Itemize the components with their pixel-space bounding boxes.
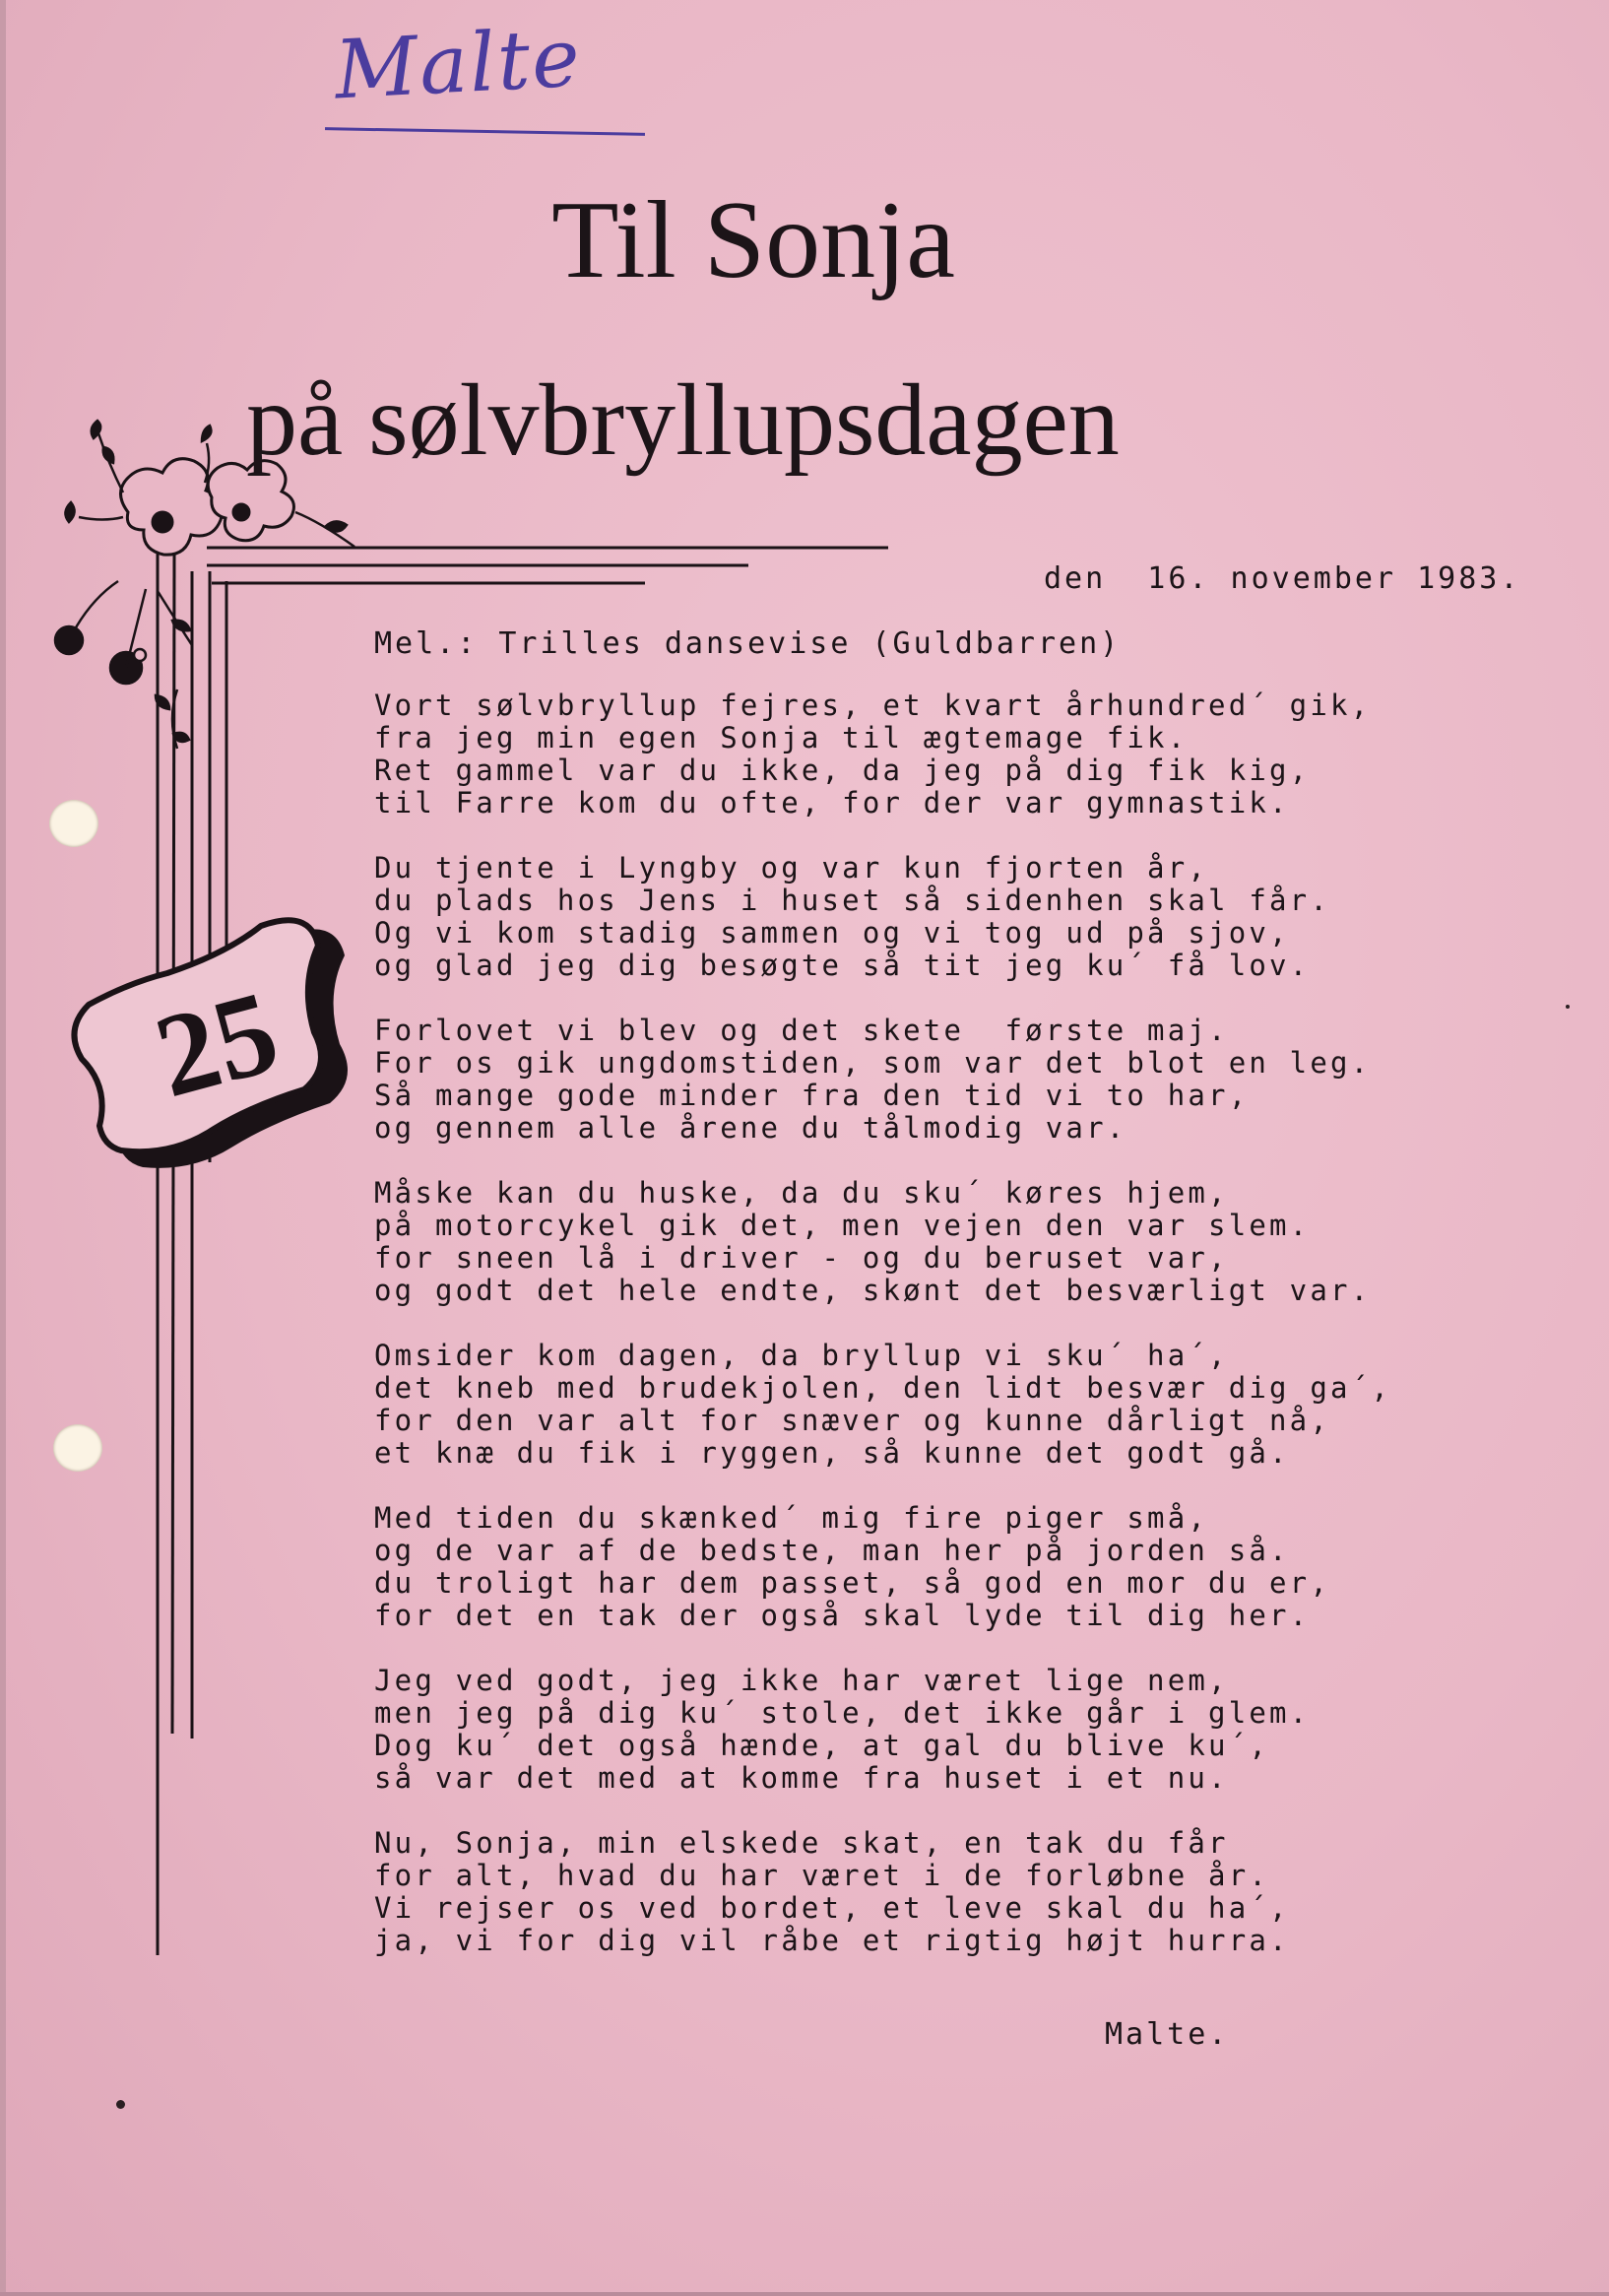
poem-line: og gennem alle årene du tålmodig var. bbox=[374, 1111, 1127, 1145]
poem-line: på motorcykel gik det, men vejen den var slem. bbox=[374, 1209, 1311, 1242]
poem-line: Ret gammel var du ikke, da jeg på dig fik kig, bbox=[374, 754, 1311, 787]
poem-line: Omsider kom dagen, da bryllup vi sku´ ha´, bbox=[374, 1339, 1229, 1372]
punch-hole-bottom bbox=[53, 1424, 102, 1472]
poem-line: Så mange gode minder fra den tid vi to har, bbox=[374, 1079, 1250, 1112]
date-line: den 16. november 1983. bbox=[1044, 561, 1521, 596]
poem-line: for den var alt for snæver og kunne dårligt nå, bbox=[374, 1404, 1330, 1437]
melody-line: Mel.: Trilles dansevise (Guldbarren) bbox=[374, 626, 1122, 661]
poem-line: til Farre kom du ofte, for der var gymnastik. bbox=[374, 786, 1290, 820]
poem-line: og godt det hele endte, skønt det besværligt var. bbox=[374, 1274, 1372, 1307]
poem bbox=[374, 689, 1391, 1990]
poem-line: Måske kan du huske, da du sku´ køres hjem, bbox=[374, 1176, 1229, 1210]
ink-speck bbox=[116, 2100, 125, 2109]
poem-line: Forlovet vi blev og det skete første maj. bbox=[374, 1014, 1229, 1047]
poem-line: og de var af de bedste, man her på jorden så. bbox=[374, 1534, 1290, 1567]
stanza bbox=[374, 689, 1388, 820]
poem-line: ja, vi for dig vil råbe et rigtig højt hurra. bbox=[374, 1924, 1290, 1957]
poem-line: Du tjente i Lyngby og var kun fjorten år, bbox=[374, 851, 1209, 885]
poem-line: et knæ du fik i ryggen, så kunne det godt gå. bbox=[374, 1436, 1290, 1470]
poem-line: Dog ku´ det også hænde, at gal du blive ku´, bbox=[374, 1729, 1270, 1762]
stanza bbox=[374, 1502, 1388, 1632]
poem-line: men jeg på dig ku´ stole, det ikke går i glem. bbox=[374, 1696, 1311, 1730]
poem-line: Med tiden du skænked´ mig fire piger små, bbox=[374, 1501, 1209, 1535]
poem-line: Vi rejser os ved bordet, et leve skal du ha´, bbox=[374, 1891, 1290, 1925]
poem-line: så var det med at komme fra huset i et nu. bbox=[374, 1761, 1229, 1795]
poem-line: fra jeg min egen Sonja til ægtemage fik. bbox=[374, 721, 1189, 754]
poem-line: du troligt har dem passet, så god en mor du er, bbox=[374, 1566, 1330, 1600]
poem-line: Jeg ved godt, jeg ikke har været lige nem, bbox=[374, 1664, 1229, 1697]
poem-line: for sneen lå i driver - og du beruset var, bbox=[374, 1241, 1229, 1275]
poem-line: det kneb med brudekjolen, den lidt besvær dig ga´, bbox=[374, 1371, 1391, 1405]
poem-line: og glad jeg dig besøgte så tit jeg ku´ få lov. bbox=[374, 949, 1311, 982]
title-line-1: Til Sonja bbox=[551, 179, 955, 301]
stanza bbox=[374, 1827, 1388, 1957]
poem-line: for alt, hvad du har været i de forløbne år. bbox=[374, 1859, 1270, 1892]
poem-line: For os gik ungdomstiden, som var det blot en leg. bbox=[374, 1046, 1372, 1080]
stanza bbox=[374, 1177, 1388, 1307]
poem-line: Og vi kom stadig sammen og vi tog ud på sjov, bbox=[374, 916, 1290, 950]
stanza bbox=[374, 1339, 1391, 1470]
stanza bbox=[374, 852, 1388, 982]
stanza bbox=[374, 1015, 1388, 1145]
badge-number: 25 bbox=[142, 964, 291, 1123]
signature: Malte. bbox=[1105, 2017, 1230, 2052]
punch-hole-top bbox=[49, 800, 98, 847]
ink-speck bbox=[1566, 1005, 1570, 1009]
poem-line: Nu, Sonja, min elskede skat, en tak du får bbox=[374, 1826, 1229, 1860]
handwritten-name: Malte bbox=[332, 11, 584, 118]
stanza bbox=[374, 1665, 1388, 1795]
title-line-2: på sølvbryllupsdagen bbox=[246, 363, 1120, 477]
poem-line: du plads hos Jens i huset så sidenhen skal får. bbox=[374, 884, 1330, 917]
poem-line: Vort sølvbryllup fejres, et kvart århundred´ gik, bbox=[374, 689, 1372, 722]
poem-line: for det en tak der også skal lyde til dig her. bbox=[374, 1599, 1311, 1632]
